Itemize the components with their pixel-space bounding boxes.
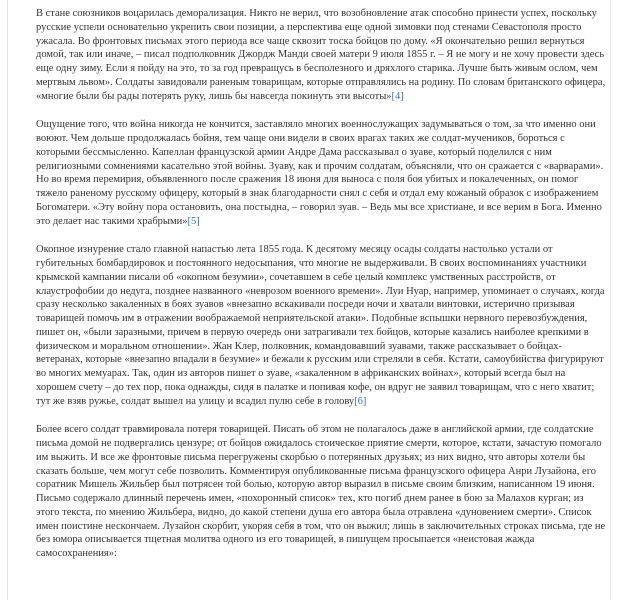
paragraph-4 [36,423,606,561]
footnote-link-6[interactable]: [6] [354,395,367,407]
paragraph-text: Более всего солдат травмировала потеря товарищей. Писать об этом не полагалось даже в английской армии, где солдатские письма домой не подвергались цензуре; от бойцов ожидалось стоическое приятие смерти, которое, кстати, зачастую помогало им выжить. И все же фронтовые письма перегружены скорбью о потерянных друзьях; из них видно, что авторы хотели бы сказать больше, чем могут себе позволить. Комментируя опубликованные письма французского офицера Анри Лузайона, его соратник Мишель Жильбер был потрясен той болью, которую автор выразил в письме своим близким, написанном 19 июня. Письмо содержало длинный перечень имен, «похоронный список» тех, кто погиб днем ранее в бою за Малахов курган; из этого текста, по мнению Жильбера, видно, до какой степени душа его автора была отравлена «дуновением смерти». Список имен поистине нескончаем. Лузайон скорбит, укоряя себя в том, что он выжил; лишь в заключительных строках письма, где не без юмора описывается тщетная молитва одного из его товарищей, в пишущем просыпается «неистовая жажда самосохранения»: [36,424,606,559]
footnote-link-4[interactable]: [4] [391,90,404,102]
paragraph-text: В стане союзников воцарилась деморализация. Никто не верил, что возобновление атак способно принести успех, поскольку русские успели основательно укрепить свои позиции, а перспектива еще одной зимовки под стенами Севастополя просто ужасала. Во фронтовых письмах этого периода все чаще сквозит тоска бойцов по дому. «Я окончательно решил вернуться домой, так или иначе, – писал подполковник Джордж Манди своей матери 9 июля 1855 г. – Я не могу и не хочу провести здесь еще одну зиму. Если я пойду на это, то за год превращусь в бесполезного и дряхлого старика. Лучше быть живым ослом, чем мертвым львом». Солдаты завидовали раненым товарищам, которые отправлялись на родину. По словам британского офицера, «многие были бы рады потерять руку, лишь бы навсегда покинуть эти высоты» [36,8,606,102]
footnote-link-5[interactable]: [5] [187,215,200,227]
article-text [7,0,611,600]
paragraph-text: Ощущение того, что война никогда не кончится, заставляло многих военнослужащих задумываться о том, за что именно они воюют. Чем дольше продолжалась бойня, тем чаще они видели в своих врагах таких же солдат-мучеников, бороться с которыми бессмысленно. Капеллан французской армии Андре Дама рассказывал о зуаве, который поделился с ним религиозными сомнениями касательно этой войны. Зуаву, как и прочим солдатам, объясняли, что он сражается с «варварами». Но во время перемирия, объявленного после сражения 18 июня для выноса с поля боя убитых и покалеченных, он помог тяжело раненому русскому офицеру, который в знак благодарности снял с себя и отдал ему кожаный образок с изображением Богоматери. «Эту войну пора остановить, она постыдна, – говорил зуав. – Ведь мы все христиане, и все верим в Бога. Именно это делает нас такими храбрыми» [36,119,604,227]
paragraph-1 [36,7,606,103]
paragraph-text: Окопное изнурение стало главной напастью лета 1855 года. К десятому месяцу осады солдаты настолько устали от губительных бомбардировок и постоянного недосыпания, что многие не выдерживали. В своих воспоминаниях участники крымской кампании писали об «окопном безумии», сочетавшем в себе целый комплекс умственных расстройств, от клаустрофобии до недуга, позднее названного «неврозом военного времени». Луи Нуар, например, упоминает о случаях, когда сразу несколько закаленных в боях зуавов «внезапно вскакивали посреди ночи и хватали винтовки, истерично призывая товарищей помочь им в отражении воображаемой неприятельской атаки». Подобные вспышки нервного перевозбуждения, пишет он, «были заразными, причем в первую очередь они затрагивали тех бойцов, которые казались наиболее крепкими в физическом и моральном отношении». Жан Клер, полковник, командовавший зуавами, также рассказывает о бойцах-ветеранах, которые «внезапно впадали в безумие» и бежали к русским или стреляли в себя. Кстати, самоубийства фигурируют во многих мемуарах. Так, один из авторов пишет о зуаве, «закаленном в африканских войнах», который всегда был на хорошем счету – до тех пор, пока однажды, сидя в палатке и попивая кофе, он вдруг не заявил товарищам, что с него хватит; тут же взяв ружье, солдат вышел на улицу и всадил пулю себе в голову [36,244,605,407]
paragraph-3 [36,243,606,408]
paragraph-2 [36,118,606,228]
